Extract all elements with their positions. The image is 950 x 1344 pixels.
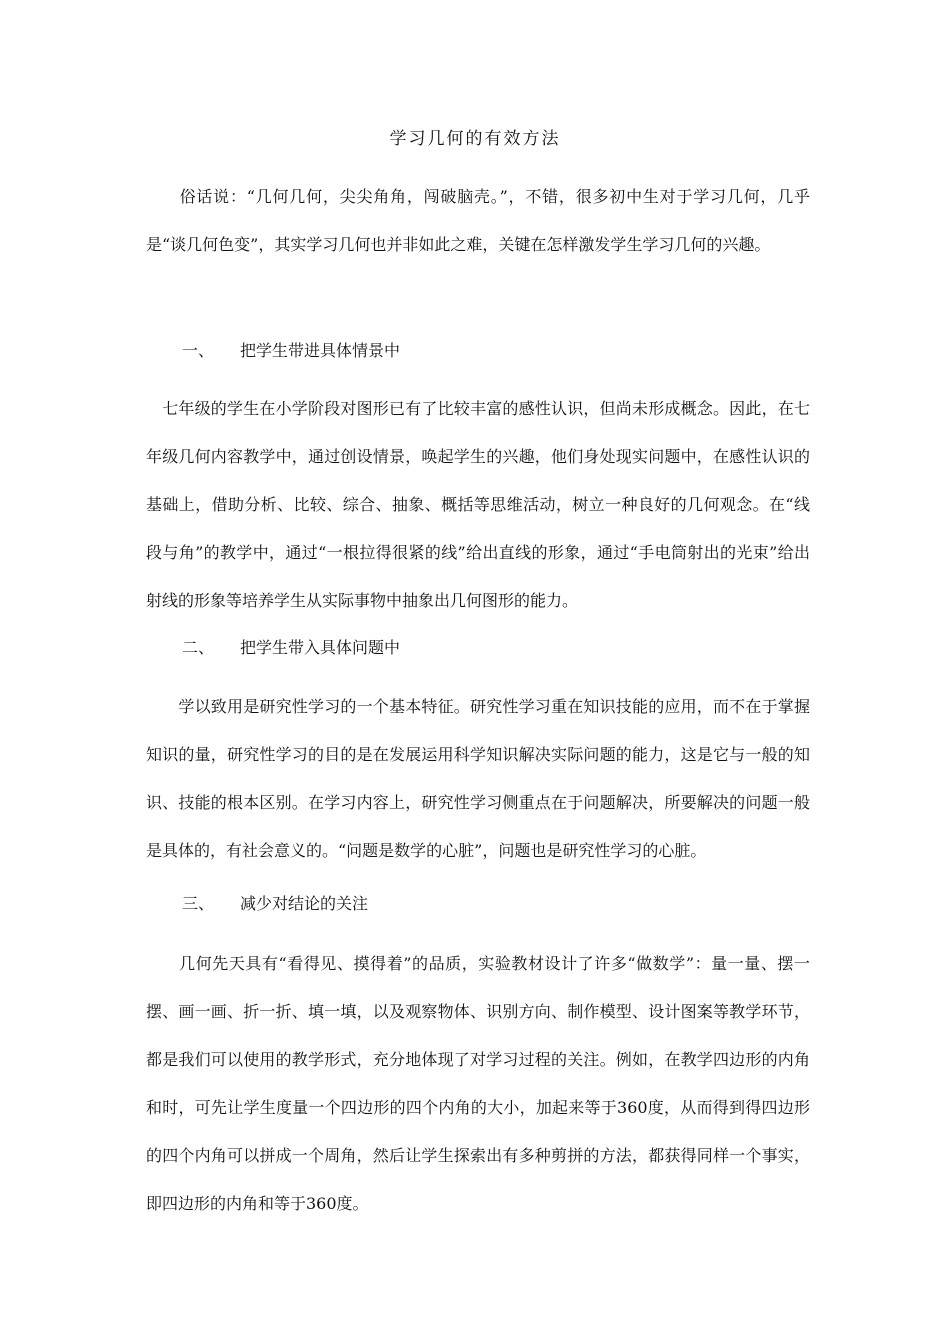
section-body-2: 学以致用是研究性学习的一个基本特征。研究性学习重在知识技能的应用，而不在于掌握知识的量，研究性学习的目的是在发展运用科学知识解决实际问题的能力，这是它与一般的知识、技能的根本区别。在学习内容上，研究性学习侧重点在于问题解决，所要解决的问题一般是具体的，有社会意义的。“问题是数学的心脏”，问题也是研究性学习的心脏。 xyxy=(146,697,810,860)
intro-paragraph: 俗话说：“几何几何，尖尖角角，闯破脑壳。”，不错，很多初中生对于学习几何，几乎是“谈几何色变”，其实学习几何也并非如此之难，关键在怎样激发学生学习几何的兴趣。 xyxy=(146,187,810,254)
section-number-2: 二、 xyxy=(182,638,215,657)
section-number-3: 三、 xyxy=(182,894,215,913)
section-title-1: 把学生带进具体情景中 xyxy=(240,341,401,360)
section-heading-1 xyxy=(182,339,400,363)
section-title-2: 把学生带入具体问题中 xyxy=(240,638,401,657)
section-number-1: 一、 xyxy=(182,341,215,360)
section-body-3: 几何先天具有“看得见、摸得着”的品质，实验教材设计了许多“做数学”：量一量、摆一摆、画一画、折一折、填一填，以及观察物体、识别方向、制作模型、设计图案等教学环节，都是我们可以使用的教学形式，充分地体现了对学习过程的关注。例如，在教学四边形的内角和时，可先让学生度量一个四边形的四个内角的大小，加起来等于360度，从而得到得四边形的四个内角可以拼成一个周角，然后让学生探索出有多种剪拼的方法，都获得同样一个事实，即四边形的内角和等于360度。 xyxy=(146,954,810,1213)
section-heading-3 xyxy=(182,892,368,916)
section-heading-2 xyxy=(182,636,400,660)
section-body-1: 七年级的学生在小学阶段对图形已有了比较丰富的感性认识，但尚未形成概念。因此，在七年级几何内容教学中，通过创设情景，唤起学生的兴趣，他们身处现实问题中，在感性认识的基础上，借助分析、比较、综合、抽象、概括等思维活动，树立一种良好的几何观念。在“线段与角”的教学中，通过“一根拉得很紧的线”给出直线的形象，通过“手电筒射出的光束”给出射线的形象等培养学生从实际事物中抽象出几何图形的能力。 xyxy=(146,399,810,610)
document-title: 学习几何的有效方法 xyxy=(389,129,561,149)
section-title-3: 减少对结论的关注 xyxy=(240,894,369,913)
